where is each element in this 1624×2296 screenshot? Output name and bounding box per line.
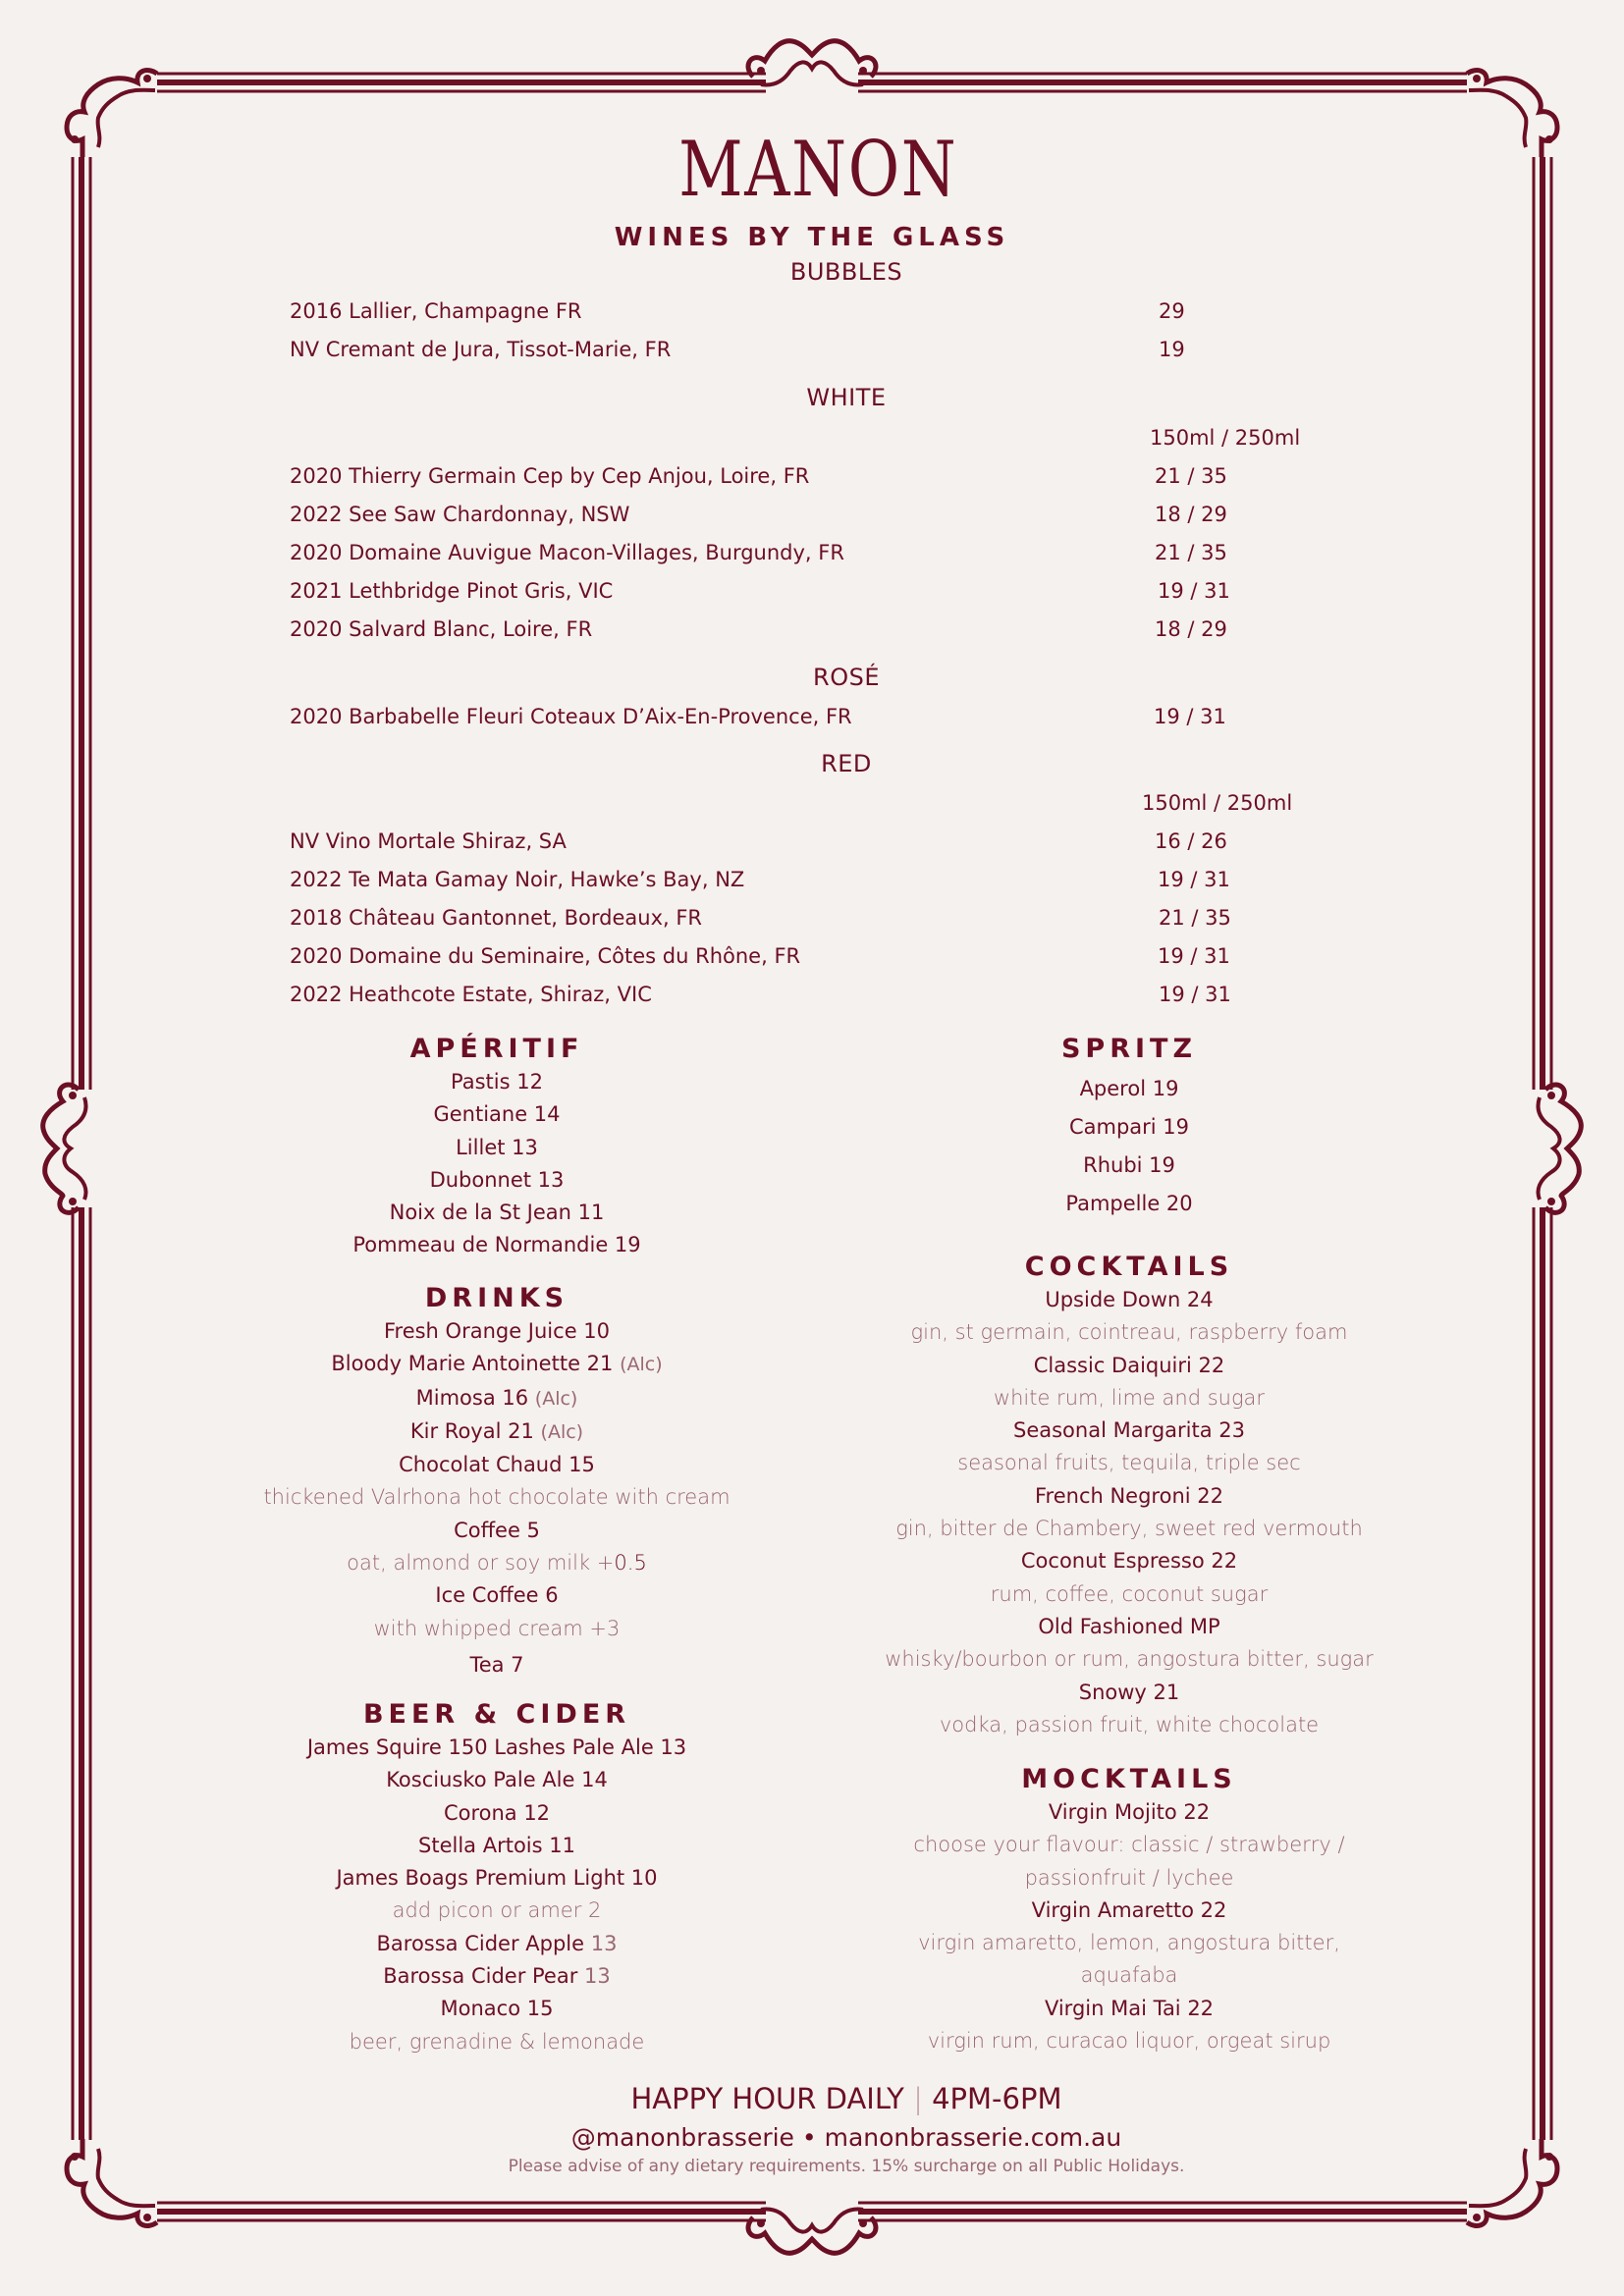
cocktail-desc: whisky/bourbon or rum, angostura bitter, sugar bbox=[885, 1647, 1374, 1672]
page-title: WINES BY THE GLASS bbox=[614, 223, 1010, 252]
drinks-item: Tea 7 bbox=[469, 1652, 524, 1677]
section-bubbles-heading: BUBBLES bbox=[789, 258, 903, 286]
cider-item: Barossa Cider Pear 13 bbox=[383, 1964, 611, 1989]
beer-item: Corona 12 bbox=[443, 1800, 551, 1825]
cocktail-item: Old Fashioned MP bbox=[1038, 1614, 1220, 1638]
beer-item: James Boags Premium Light 10 bbox=[336, 1866, 658, 1891]
aperitif-item: Gentiane 14 bbox=[433, 1102, 561, 1127]
drinks-item: Chocolat Chaud 15 bbox=[399, 1453, 595, 1477]
desc-price: 0.5 bbox=[614, 1551, 647, 1575]
wine-item-name: 2020 Barbabelle Fleuri Coteaux D’Aix-En-Provence, FR bbox=[290, 705, 852, 728]
wine-item-price: 18 / 29 bbox=[1155, 503, 1227, 526]
wine-item-name: NV Vino Mortale Shiraz, SA bbox=[290, 829, 567, 853]
cocktail-item: Seasonal Margarita 23 bbox=[1012, 1418, 1245, 1443]
mocktail-desc: virgin rum, curacao liquor, orgeat sirup bbox=[927, 2029, 1331, 2054]
drinks-item: Fresh Orange Juice 10 bbox=[383, 1319, 611, 1343]
mocktail-desc: choose your flavour: classic / strawberry / bbox=[913, 1833, 1345, 1857]
item-price: 13 bbox=[590, 1931, 618, 1955]
wine-item-name: 2022 See Saw Chardonnay, NSW bbox=[290, 503, 630, 526]
beer-cider-heading: BEER & CIDER bbox=[362, 1699, 631, 1730]
mocktail-desc: passionfruit / lychee bbox=[1024, 1865, 1234, 1890]
cocktail-item: Snowy 21 bbox=[1078, 1680, 1180, 1704]
mocktail-item: Virgin Mojito 22 bbox=[1048, 1800, 1211, 1824]
cocktail-item: Upside Down 24 bbox=[1045, 1288, 1214, 1311]
aperitif-item: Dubonnet 13 bbox=[429, 1167, 565, 1192]
cocktail-desc: gin, st germain, cointreau, raspberry foam bbox=[910, 1320, 1348, 1345]
cocktail-item: French Negroni 22 bbox=[1034, 1483, 1223, 1508]
aperitif-item: Noix de la St Jean 11 bbox=[389, 1201, 605, 1225]
alcohol-tag: (Alc) bbox=[534, 1387, 578, 1410]
mocktail-item: Virgin Amaretto 22 bbox=[1031, 1897, 1227, 1922]
wine-item-price: 21 / 35 bbox=[1159, 906, 1231, 930]
beer-item: Kosciusko Pale Ale 14 bbox=[386, 1768, 608, 1792]
aperitif-heading: APÉRITIF bbox=[409, 1034, 584, 1064]
social-links bbox=[0, 2122, 1624, 2154]
spritz-item: Rhubi 19 bbox=[1083, 1153, 1175, 1177]
drinks-section bbox=[222, 1282, 772, 1682]
item-price: 13 bbox=[584, 1964, 611, 1989]
wine-item-name: 2020 Salvard Blanc, Loire, FR bbox=[290, 617, 593, 641]
beer-item: Stella Artois 11 bbox=[418, 1833, 575, 1857]
cocktail-item: Classic Daiquiri 22 bbox=[1033, 1353, 1225, 1377]
restaurant-logo: MANON bbox=[678, 126, 958, 214]
cocktails-section bbox=[854, 1251, 1404, 1741]
instagram-handle[interactable]: @manonbrasserie bbox=[570, 2123, 794, 2152]
beer-item: Monaco 15 bbox=[440, 1997, 554, 2021]
drinks-item-desc: with whipped cream +3 bbox=[373, 1616, 621, 1640]
drinks-item: Bloody Marie Antoinette 21 (Alc) bbox=[331, 1352, 663, 1376]
mocktails-section bbox=[854, 1763, 1404, 2057]
size-label: 150ml / 250ml bbox=[1142, 791, 1293, 815]
wine-item-price: 21 / 35 bbox=[1155, 541, 1227, 564]
aperitif-item: Lillet 13 bbox=[456, 1135, 538, 1159]
wine-item-name: 2020 Domaine Auvigue Macon-Villages, Burgundy, FR bbox=[290, 541, 844, 564]
wine-item-name: 2022 Te Mata Gamay Noir, Hawke’s Bay, NZ bbox=[290, 868, 745, 891]
wine-item-name: 2018 Château Gantonnet, Bordeaux, FR bbox=[290, 906, 703, 930]
wine-item-name: NV Cremant de Jura, Tissot-Marie, FR bbox=[290, 338, 672, 361]
mocktail-item: Virgin Mai Tai 22 bbox=[1044, 1996, 1215, 2020]
wine-item-price: 16 / 26 bbox=[1155, 829, 1227, 853]
happy-hour-time: 4PM-6PM bbox=[932, 2082, 1062, 2115]
drinks-item: Coffee 5 bbox=[454, 1518, 540, 1542]
cocktail-desc: rum, coffee, coconut sugar bbox=[990, 1581, 1269, 1606]
section-rose-heading: ROSÉ bbox=[813, 664, 880, 691]
wine-item-price: 29 bbox=[1159, 299, 1185, 323]
beer-item-desc: beer, grenadine & lemonade bbox=[349, 2029, 645, 2054]
wine-item-price: 19 / 31 bbox=[1158, 579, 1230, 603]
wine-item-name: 2016 Lallier, Champagne FR bbox=[290, 299, 582, 323]
spritz-item: Aperol 19 bbox=[1079, 1077, 1179, 1100]
divider: | bbox=[913, 2082, 923, 2115]
alcohol-tag: (Alc) bbox=[620, 1354, 663, 1376]
happy-hour-label: HAPPY HOUR DAILY bbox=[630, 2082, 904, 2115]
spritz-item: Pampelle 20 bbox=[1065, 1192, 1193, 1215]
section-red-heading: RED bbox=[821, 750, 872, 777]
alcohol-tag: (Alc) bbox=[540, 1420, 584, 1443]
drinks-item: Mimosa 16 (Alc) bbox=[415, 1385, 578, 1410]
dietary-surcharge-note: Please advise of any dietary requirements. 15% surcharge on all Public Holidays. bbox=[508, 2157, 1185, 2176]
mocktail-desc: aquafaba bbox=[1080, 1963, 1178, 1988]
drinks-item: Kir Royal 21 (Alc) bbox=[409, 1418, 584, 1443]
spritz-section bbox=[854, 1033, 1404, 1223]
drinks-item: Ice Coffee 6 bbox=[435, 1583, 559, 1608]
wine-item-price: 19 bbox=[1159, 338, 1185, 361]
wine-item-price: 21 / 35 bbox=[1155, 464, 1227, 488]
section-white-heading: WHITE bbox=[806, 384, 887, 411]
cocktail-desc: gin, bitter de Chambery, sweet red vermouth bbox=[895, 1517, 1363, 1541]
cocktails-heading: COCKTAILS bbox=[1024, 1252, 1234, 1282]
wine-item-name: 2022 Heathcote Estate, Shiraz, VIC bbox=[290, 983, 652, 1006]
website-link[interactable]: manonbrasserie.com.au bbox=[824, 2123, 1122, 2152]
aperitif-item: Pastis 12 bbox=[451, 1070, 543, 1094]
happy-hour-banner bbox=[0, 2081, 1624, 2116]
mocktail-desc: virgin amaretto, lemon, angostura bitter, bbox=[918, 1931, 1340, 1955]
aperitif-section bbox=[222, 1033, 772, 1262]
beer-item: James Squire 150 Lashes Pale Ale 13 bbox=[306, 1735, 687, 1759]
aperitif-item: Pommeau de Normandie 19 bbox=[352, 1233, 641, 1257]
cocktail-item: Coconut Espresso 22 bbox=[1020, 1549, 1238, 1574]
cocktail-desc: white rum, lime and sugar bbox=[993, 1385, 1266, 1410]
wine-item-price: 19 / 31 bbox=[1158, 944, 1230, 968]
cider-item: Barossa Cider Apple 13 bbox=[376, 1931, 618, 1955]
wine-item-name: 2020 Domaine du Seminaire, Côtes du Rhône, FR bbox=[290, 944, 801, 968]
cocktail-desc: vodka, passion fruit, white chocolate bbox=[939, 1712, 1320, 1736]
mocktails-heading: MOCKTAILS bbox=[1021, 1764, 1237, 1794]
drinks-item-desc: oat, almond or soy milk +0.5 bbox=[347, 1551, 647, 1575]
wine-item-price: 18 / 29 bbox=[1155, 617, 1227, 641]
wine-item-price: 19 / 31 bbox=[1159, 983, 1231, 1006]
size-label: 150ml / 250ml bbox=[1150, 426, 1301, 450]
bullet-separator: • bbox=[801, 2123, 817, 2152]
drinks-item-desc: thickened Valrhona hot chocolate with cream bbox=[263, 1485, 731, 1510]
wine-item-price: 19 / 31 bbox=[1154, 705, 1226, 728]
drinks-heading: DRINKS bbox=[424, 1283, 569, 1313]
wine-item-name: 2020 Thierry Germain Cep by Cep Anjou, Loire, FR bbox=[290, 464, 810, 488]
wine-item-price: 19 / 31 bbox=[1158, 868, 1230, 891]
beer-item-desc: add picon or amer 2 bbox=[392, 1898, 602, 1923]
beer-cider-section bbox=[222, 1698, 772, 2058]
wine-item-name: 2021 Lethbridge Pinot Gris, VIC bbox=[290, 579, 614, 603]
cocktail-desc: seasonal fruits, tequila, triple sec bbox=[957, 1451, 1301, 1475]
spritz-item: Campari 19 bbox=[1068, 1115, 1190, 1139]
spritz-heading: SPRITZ bbox=[1060, 1034, 1198, 1064]
